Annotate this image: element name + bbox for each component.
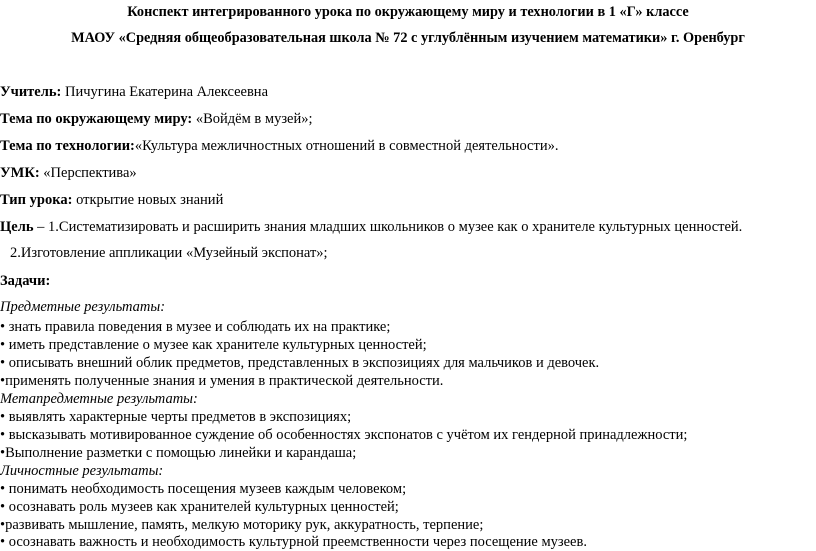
list-item: • описывать внешний облик предметов, представленных в экспозициях для мальчиков и девочек. [0, 355, 600, 371]
list-item: • понимать необходимость посещения музеев каждым человеком; [0, 481, 407, 497]
goal-value: – 1.Систематизировать и расширить знания младших школьников о музее как о хранителе культурных ценностей. [33, 219, 743, 235]
teacher-value: Пичугина Екатерина Алексеевна [61, 84, 268, 100]
lesson-type-line [0, 191, 223, 209]
list-item: • осознавать роль музеев как хранителей культурных ценностей; [0, 499, 399, 515]
list-item: • осознавать важность и необходимость культурной преемственности через посещение музеев. [0, 534, 587, 550]
subject-results-heading: Предметные результаты: [0, 299, 166, 315]
umk-value: «Перспектива» [39, 165, 137, 181]
umk-label: УМК: [0, 165, 40, 181]
personal-results-heading: Личностные результаты: [0, 463, 164, 479]
teacher-line [0, 83, 268, 101]
umk-line [0, 164, 137, 182]
tasks-heading [0, 272, 50, 290]
document-title: Конспект интегрированного урока по окружающему миру и технологии в 1 «Г» классе [127, 4, 689, 20]
topic-tech-line [0, 137, 558, 155]
list-item: • высказывать мотивированное суждение об особенностях экспонатов с учётом их гендерной принадлежности; [0, 427, 688, 443]
topic-world-value: «Войдём в музей»; [192, 111, 313, 127]
list-item: • иметь представление о музее как хранителе культурных ценностей; [0, 337, 427, 353]
list-item: •развивать мышление, память, мелкую моторику рук, аккуратность, терпение; [0, 517, 484, 533]
list-item: •применять полученные знания и умения в практической деятельности. [0, 373, 444, 389]
list-item: • знать правила поведения в музее и соблюдать их на практике; [0, 319, 391, 335]
teacher-label: Учитель: [0, 84, 62, 100]
list-item: •Выполнение разметки с помощью линейки и карандаша; [0, 445, 357, 461]
lesson-type-label: Тип урока: [0, 192, 73, 208]
topic-tech-label: Тема по технологии: [0, 138, 135, 154]
goal-label: Цель [0, 219, 34, 235]
list-item: • выявлять характерные черты предметов в экспозициях; [0, 409, 352, 425]
topic-world-label: Тема по окружающему миру: [0, 111, 193, 127]
tasks-label: Задачи: [0, 273, 51, 289]
topic-world-line [0, 110, 313, 128]
lesson-type-value: открытие новых знаний [72, 192, 224, 208]
goal-line [0, 218, 742, 236]
goal-second-item: 2.Изготовление аппликации «Музейный экспонат»; [10, 245, 328, 261]
school-name: МАОУ «Средняя общеобразовательная школа № 72 с углублённым изучением математики» г. Оренбург [71, 30, 745, 46]
topic-tech-value: «Культура межличностных отношений в совместной деятельности». [134, 138, 559, 154]
meta-results-heading: Метапредметные результаты: [0, 391, 198, 407]
